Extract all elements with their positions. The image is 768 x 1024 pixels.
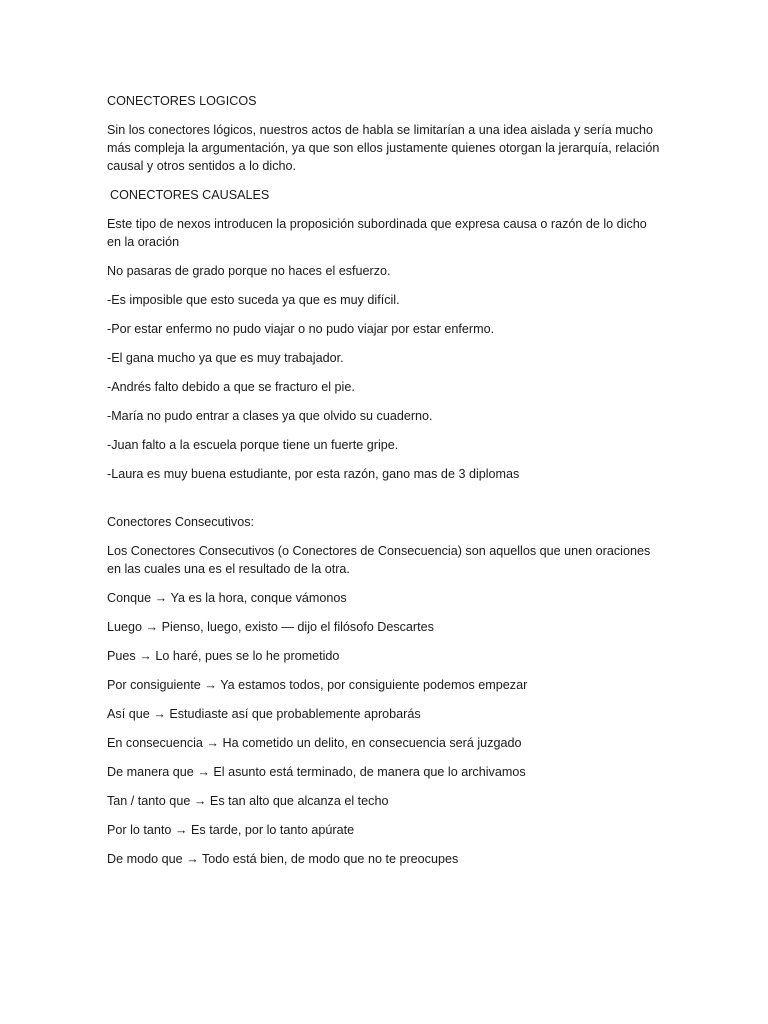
connector-example: Es tarde, por lo tanto apúrate xyxy=(191,823,355,837)
consecutivos-heading: Conectores Consecutivos: xyxy=(107,515,254,529)
arrow-right-icon: → xyxy=(204,678,217,692)
arrow-right-icon: → xyxy=(206,736,220,750)
arrow-right-icon: → xyxy=(153,707,166,721)
connector-term: Conque xyxy=(107,591,152,605)
document-title: CONECTORES LOGICOS xyxy=(107,94,257,108)
connector-item xyxy=(107,589,663,607)
causal-example: -Juan falto a la escuela porque tiene un fuerte gripe. xyxy=(107,438,399,452)
connector-item xyxy=(107,821,663,839)
connector-item xyxy=(107,850,663,868)
connector-example: Lo haré, pues se lo he prometido xyxy=(155,649,340,663)
connector-term: Por consiguiente xyxy=(107,678,201,692)
connector-item xyxy=(107,647,663,665)
causal-example: -Andrés falto debido a que se fracturo el pie. xyxy=(107,380,355,394)
arrow-right-icon: → xyxy=(186,852,199,866)
connector-item xyxy=(107,792,663,810)
arrow-right-icon: → xyxy=(197,765,210,779)
intro-paragraph: Sin los conectores lógicos, nuestros actos de habla se limitarían a una idea aislada y sería mucho más compleja la argumentación, ya que son ellos justamente quienes otorgan la jerarquía, relación causal y otros sentidos a lo dicho. xyxy=(107,123,660,173)
causal-example: -Laura es muy buena estudiante, por esta razón, gano mas de 3 diplomas xyxy=(107,467,520,481)
connector-example: Estudiaste así que probablemente aprobarás xyxy=(169,707,421,721)
causal-example: -Por estar enfermo no pudo viajar o no pudo viajar por estar enfermo. xyxy=(107,322,495,336)
connector-term: Tan / tanto que xyxy=(107,794,191,808)
connector-item xyxy=(107,763,663,781)
connector-term: Así que xyxy=(107,707,150,721)
connector-item xyxy=(107,676,663,694)
connector-term: Luego xyxy=(107,620,143,634)
connector-example: Es tan alto que alcanza el techo xyxy=(209,794,389,808)
causal-example: -María no pudo entrar a clases ya que olvido su cuaderno. xyxy=(107,409,433,423)
connector-item xyxy=(107,618,663,636)
connector-item xyxy=(107,734,663,752)
connector-term: De manera que xyxy=(107,765,194,779)
connector-example: El asunto está terminado, de manera que lo archivamos xyxy=(213,765,526,779)
connector-example: Ha cometido un delito, en consecuencia será juzgado xyxy=(222,736,522,750)
arrow-right-icon: → xyxy=(154,591,168,605)
causal-example: -El gana mucho ya que es muy trabajador. xyxy=(107,351,344,365)
connector-example: Ya es la hora, conque vámonos xyxy=(170,591,347,605)
arrow-right-icon: → xyxy=(193,794,207,808)
arrow-right-icon: → xyxy=(145,620,159,634)
connector-term: De modo que xyxy=(107,852,183,866)
causal-example: -Es imposible que esto suceda ya que es muy difícil. xyxy=(107,293,400,307)
document-page xyxy=(107,92,663,868)
causales-heading: CONECTORES CAUSALES xyxy=(110,188,270,202)
arrow-right-icon: → xyxy=(174,823,188,837)
connector-term: Por lo tanto xyxy=(107,823,172,837)
connector-example: Pienso, luego, existo — dijo el filósofo Descartes xyxy=(161,620,434,634)
connector-term: En consecuencia xyxy=(107,736,203,750)
connector-term: Pues xyxy=(107,649,136,663)
arrow-right-icon: → xyxy=(139,649,152,663)
connector-example: Todo está bien, de modo que no te preocupes xyxy=(202,852,459,866)
causal-example: No pasaras de grado porque no haces el esfuerzo. xyxy=(107,264,391,278)
connector-example: Ya estamos todos, por consiguiente podemos empezar xyxy=(220,678,528,692)
consecutivos-description: Los Conectores Consecutivos (o Conectores de Consecuencia) son aquellos que unen oraciones en las cuales una es el resultado de la otra. xyxy=(107,544,651,576)
connector-item xyxy=(107,705,663,723)
causales-description: Este tipo de nexos introducen la proposición subordinada que expresa causa o razón de lo dicho en la oración xyxy=(107,217,647,249)
